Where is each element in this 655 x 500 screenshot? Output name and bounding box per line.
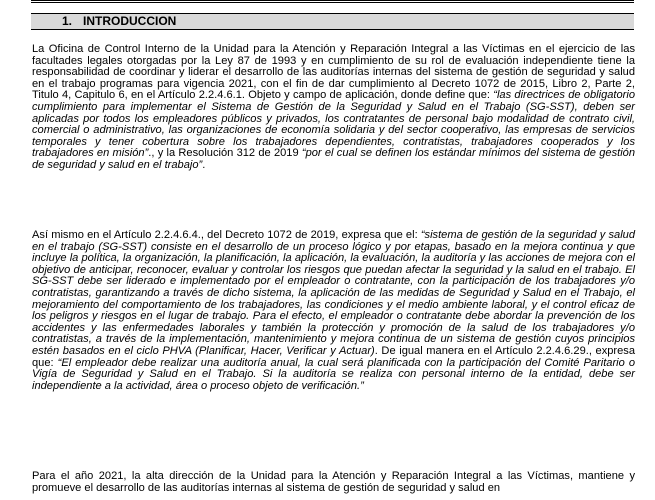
paragraph-2021 [32, 471, 635, 494]
section-heading [31, 13, 634, 30]
p1-text-2: ., y la Resolución 312 de 2019 [148, 147, 302, 160]
p2-text-2: . De igual manera en el Artículo 2.2.4.6.29., expresa que: [32, 344, 635, 369]
section-number: 1. [62, 14, 73, 28]
p1-quote-1: “las directrices de obligatorio cumplimiento para implementar el Sistema de Gestión de la Seguridad y Salud en el Trabajo (SG-SST), deben ser aplicadas por todos los empleadores públicos y privados, los contratantes de personal bajo modalidad de contrato civil, comercial o administrativo, las organizaciones de economía solidaria y del sector cooperativo, las empresas de servicios temporales y tener cobertura sobre los trabajadores dependientes, contratistas, trabajadores cooperados y los trabajadores en misión” [32, 89, 635, 160]
section-title: INTRODUCCION [83, 14, 177, 28]
p2-quote-2: “El empleador debe realizar una auditoría anual, la cual será planificada con la participación del Comité Paritario o Vigía de Seguridad y Salud en el Trabajo. Si la auditoría se realiza con personal interno de la entidad, debe ser independiente a la actividad, área o proceso objeto de verificación.” [32, 356, 636, 392]
p1-text-1: La Oficina de Control Interno de la Unidad para la Atención y Reparación Integral a las Víctimas en el ejercicio de las facultades legales otorgadas por la Ley 87 de 1993 y en cumplimiento de su rol de evaluación independiente tiene la responsabilidad de coordinar y liderar el desarrollo de las auditorías internas del sistema de gestión de seguridad y salud en el trabajo programas para vigencia 2021, con el fin de dar cumplimiento al Decreto 1072 de 2015, Libro 2, Parte 2, Titulo 4, Capitulo 6, en el Artículo 2.2.4.6.1. Objeto y campo de aplicación, donde define que: [32, 43, 635, 102]
p3-text-1: Para el año 2021, la alta dirección de la Unidad para la Atención y Reparación Integral a las Víctimas, mantiene y promueve el desarrollo de las auditorías internas al sistema de gestión de seguridad y salud en [32, 470, 635, 494]
p1-quote-2: “por el cual se definen los estándar mínimos del sistema de gestión de seguridad y salud en el trabajo” [32, 147, 635, 171]
p2-text-1: Así mismo en el Artículo 2.2.4.6.4., del Decreto 1072 de 2019, expresa que el: [32, 229, 421, 241]
paragraph-sg-sst [32, 230, 635, 392]
top-rule [31, 0, 634, 3]
p1-text-3: . [202, 158, 206, 171]
paragraph-introduction [32, 44, 635, 172]
p2-quote-1: “sistema de gestión de la seguridad y salud en el trabajo (SG-SST) consiste en el desarrollo de un proceso lógico y por etapas, basado en la mejora continua y que incluye la política, la organización, la planificación, la aplicación, la evaluación, la auditoría y las acciones de mejora con el objetivo de anticipar, reconocer, evaluar y controlar los riesgos que puedan afectar la seguridad y la salud en el trabajo. El SG-SST debe ser liderado e implementado por el empleador o contratante, con la participación de los trabajadores y/o contratistas, garantizando a través de dicho sistema, la aplicación de las medidas de Seguridad y Salud en el Trabajo, el mejoramiento del comportamiento de los trabajadores, las condiciones y el medio ambiente laboral, y el control eficaz de los peligros y riesgos en el lugar de trabajo. Para el efecto, el empleador o contratante debe abordar la prevención de los accidentes y las enfermedades laborales y también la protección y promoción de la salud de los trabajadores y/o contratistas, a través de la implementación, mantenimiento y mejora continua de un sistema de gestión cuyos principios estén basados en el ciclo PHVA (Planificar, Hacer, Verificar y Actuar) [32, 229, 635, 357]
